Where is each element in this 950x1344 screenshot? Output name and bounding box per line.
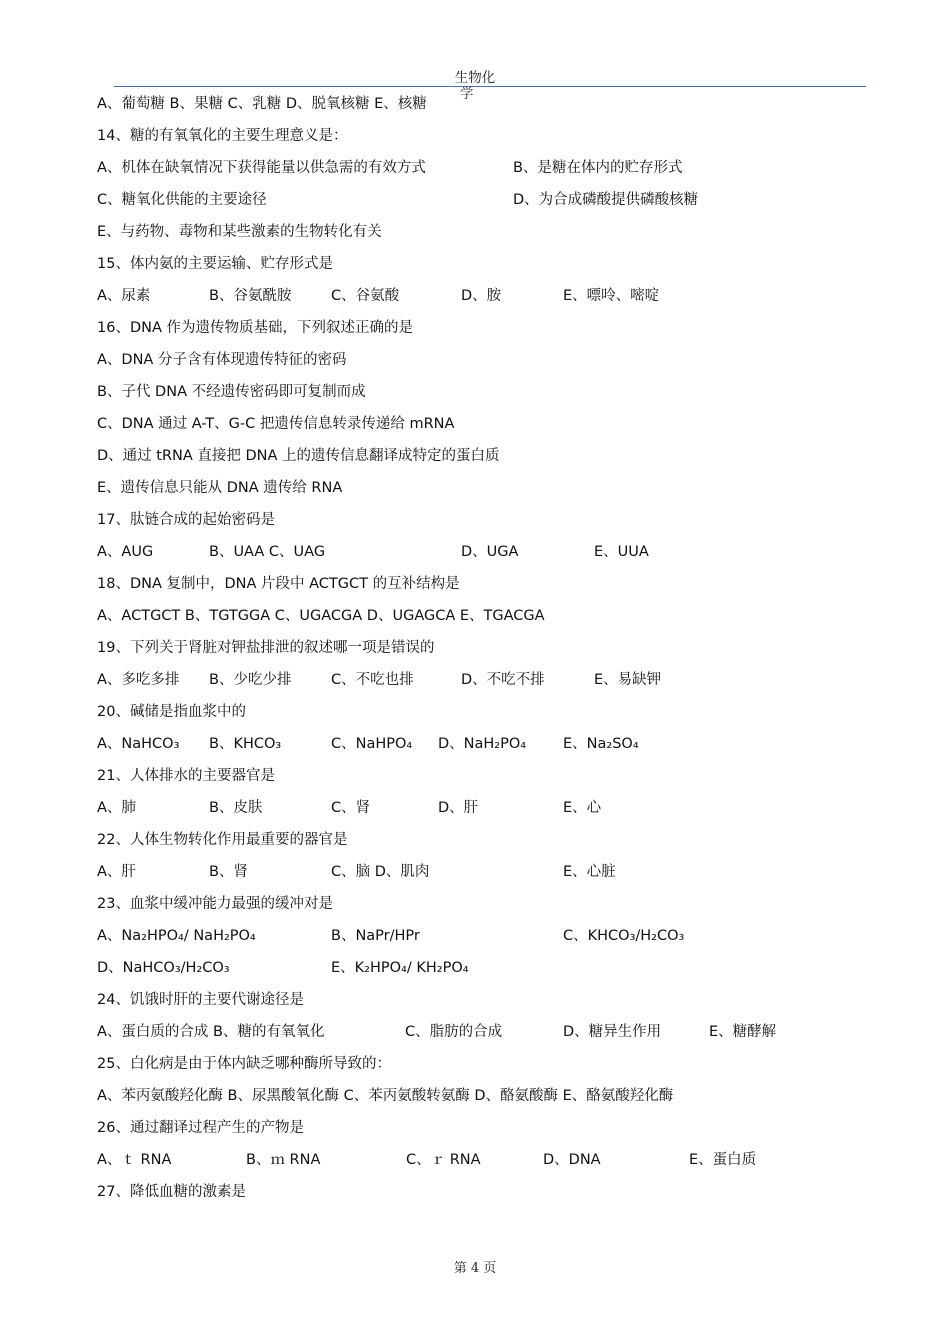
text-segment: E、UUA bbox=[594, 544, 649, 560]
text-line bbox=[97, 94, 887, 114]
text-segment: E、蛋白质 bbox=[689, 1152, 757, 1168]
text-segment: C、ｒ RNA bbox=[406, 1152, 481, 1168]
text-line bbox=[97, 510, 887, 530]
text-segment: C、脑 D、肌肉 bbox=[331, 864, 430, 880]
text-segment: 19、下列关于肾脏对钾盐排泄的叙述哪一项是错误的 bbox=[97, 640, 435, 656]
text-segment: B、是糖在体内的贮存形式 bbox=[513, 160, 683, 176]
text-segment: D、肝 bbox=[438, 800, 479, 816]
text-segment: D、不吃不排 bbox=[461, 672, 545, 688]
text-segment: B、KHCO₃ bbox=[209, 736, 282, 752]
text-line bbox=[97, 446, 887, 466]
text-segment: 25、白化病是由于体内缺乏哪种酶所导致的： bbox=[97, 1056, 391, 1072]
text-line bbox=[97, 766, 887, 786]
text-segment: 16、DNA 作为遗传物质基础，下列叙述正确的是 bbox=[97, 320, 413, 336]
header-title: 生物化 bbox=[454, 70, 496, 86]
text-segment: A、DNA 分子含有体现遗传特征的密码 bbox=[97, 352, 347, 368]
text-segment: 17、肽链合成的起始密码是 bbox=[97, 512, 275, 528]
text-line bbox=[97, 894, 887, 914]
text-line bbox=[97, 862, 887, 882]
text-segment: B、ｍ RNA bbox=[246, 1152, 321, 1168]
text-segment: A、肺 bbox=[97, 800, 136, 816]
text-segment: E、K₂HPO₄/ KH₂PO₄ bbox=[331, 960, 469, 976]
text-segment: A、NaHCO₃ bbox=[97, 736, 180, 752]
text-line bbox=[97, 478, 887, 498]
text-segment: 24、饥饿时肝的主要代谢途径是 bbox=[97, 992, 304, 1008]
text-segment: E、心脏 bbox=[563, 864, 616, 880]
text-line bbox=[97, 1086, 887, 1106]
text-segment: A、机体在缺氧情况下获得能量以供急需的有效方式 bbox=[97, 160, 426, 176]
text-segment: E、遗传信息只能从 DNA 遗传给 RNA bbox=[97, 480, 343, 496]
text-line bbox=[97, 286, 887, 306]
text-segment: B、皮肤 bbox=[209, 800, 263, 816]
text-line bbox=[97, 126, 887, 146]
text-segment: C、肾 bbox=[331, 800, 371, 816]
text-segment: A、尿素 bbox=[97, 288, 151, 304]
text-segment: E、心 bbox=[563, 800, 602, 816]
text-line bbox=[97, 798, 887, 818]
text-segment: 26、通过翻译过程产生的产物是 bbox=[97, 1120, 304, 1136]
text-line bbox=[97, 158, 887, 178]
text-segment: B、UAA C、UAG bbox=[209, 544, 326, 560]
text-segment: 14、糖的有氧氧化的主要生理意义是： bbox=[97, 128, 348, 144]
text-segment: D、胺 bbox=[461, 288, 502, 304]
text-line bbox=[97, 574, 887, 594]
text-segment: 15、体内氨的主要运输、贮存形式是 bbox=[97, 256, 333, 272]
text-segment: D、糖异生作用 bbox=[563, 1024, 662, 1040]
text-segment: B、子代 DNA 不经遗传密码即可复制而成 bbox=[97, 384, 366, 400]
text-segment: A、苯丙氨酸羟化酶 B、尿黑酸氧化酶 C、苯丙氨酸转氨酶 D、酪氨酸酶 E、酪氨酸羟化酶 bbox=[97, 1088, 674, 1104]
text-segment: 23、血浆中缓冲能力最强的缓冲对是 bbox=[97, 896, 333, 912]
text-line bbox=[97, 702, 887, 722]
text-segment: C、糖氧化供能的主要途径 bbox=[97, 192, 267, 208]
text-segment: A、ACTGCT B、TGTGGA C、UGACGA D、UGAGCA E、TGACGA bbox=[97, 608, 545, 624]
text-segment: 20、碱储是指血浆中的 bbox=[97, 704, 246, 720]
text-segment: A、多吃多排 bbox=[97, 672, 180, 688]
text-segment: D、NaHCO₃/H₂CO₃ bbox=[97, 960, 230, 976]
text-line bbox=[97, 606, 887, 626]
text-segment: A、葡萄糖 B、果糖 C、乳糖 D、脱氧核糖 E、核糖 bbox=[97, 96, 427, 112]
text-segment: D、UGA bbox=[461, 544, 519, 560]
text-segment: C、不吃也排 bbox=[331, 672, 414, 688]
text-line bbox=[97, 254, 887, 274]
text-line bbox=[97, 222, 887, 242]
text-segment: D、NaH₂PO₄ bbox=[438, 736, 527, 752]
text-line bbox=[97, 350, 887, 370]
text-segment: E、嘌呤、嘧啶 bbox=[563, 288, 660, 304]
text-segment: E、与药物、毒物和某些激素的生物转化有关 bbox=[97, 224, 382, 240]
text-segment: 27、降低血糖的激素是 bbox=[97, 1184, 246, 1200]
text-segment: E、易缺钾 bbox=[594, 672, 662, 688]
text-segment: A、AUG bbox=[97, 544, 154, 560]
text-segment: 22、人体生物转化作用最重要的器官是 bbox=[97, 832, 348, 848]
text-segment: C、NaHPO₄ bbox=[331, 736, 413, 752]
text-line bbox=[97, 830, 887, 850]
text-segment: C、DNA 通过 A-T、G-C 把遗传信息转录传递给 mRNA bbox=[97, 416, 455, 432]
text-segment: B、少吃少排 bbox=[209, 672, 292, 688]
text-segment: A、蛋白质的合成 B、糖的有氧氧化 bbox=[97, 1024, 325, 1040]
header-title-continuation: 学 bbox=[460, 86, 474, 102]
page-number: 第 4 页 bbox=[453, 1261, 497, 1276]
text-segment: E、糖酵解 bbox=[709, 1024, 777, 1040]
text-line bbox=[97, 1182, 887, 1202]
text-segment: C、KHCO₃/H₂CO₃ bbox=[563, 928, 685, 944]
text-line bbox=[97, 734, 887, 754]
text-segment: B、谷氨酰胺 bbox=[209, 288, 292, 304]
text-line bbox=[97, 1150, 887, 1170]
text-line bbox=[97, 958, 887, 978]
text-line bbox=[97, 414, 887, 434]
text-line bbox=[97, 542, 887, 562]
text-line bbox=[97, 190, 887, 210]
text-line bbox=[97, 926, 887, 946]
text-line bbox=[97, 670, 887, 690]
text-segment: 21、人体排水的主要器官是 bbox=[97, 768, 275, 784]
text-line bbox=[97, 382, 887, 402]
text-segment: A、Na₂HPO₄/ NaH₂PO₄ bbox=[97, 928, 256, 944]
text-segment: D、为合成磷酸提供磷酸核糖 bbox=[513, 192, 699, 208]
text-line bbox=[97, 990, 887, 1010]
text-line bbox=[97, 318, 887, 338]
text-segment: D、DNA bbox=[543, 1152, 601, 1168]
text-segment: C、脂肪的合成 bbox=[405, 1024, 503, 1040]
text-line bbox=[97, 1022, 887, 1042]
text-line bbox=[97, 1118, 887, 1138]
text-segment: B、NaPr/HPr bbox=[331, 928, 420, 944]
text-segment: E、Na₂SO₄ bbox=[563, 736, 639, 752]
text-segment: B、肾 bbox=[209, 864, 248, 880]
text-segment: A、肝 bbox=[97, 864, 136, 880]
text-line bbox=[97, 638, 887, 658]
text-line bbox=[97, 1054, 887, 1074]
header-rule bbox=[114, 86, 866, 87]
text-segment: 18、DNA 复制中，DNA 片段中 ACTGCT 的互补结构是 bbox=[97, 576, 460, 592]
text-segment: A、ｔ RNA bbox=[97, 1152, 172, 1168]
text-segment: D、通过 tRNA 直接把 DNA 上的遗传信息翻译成特定的蛋白质 bbox=[97, 448, 500, 464]
text-segment: C、谷氨酸 bbox=[331, 288, 400, 304]
